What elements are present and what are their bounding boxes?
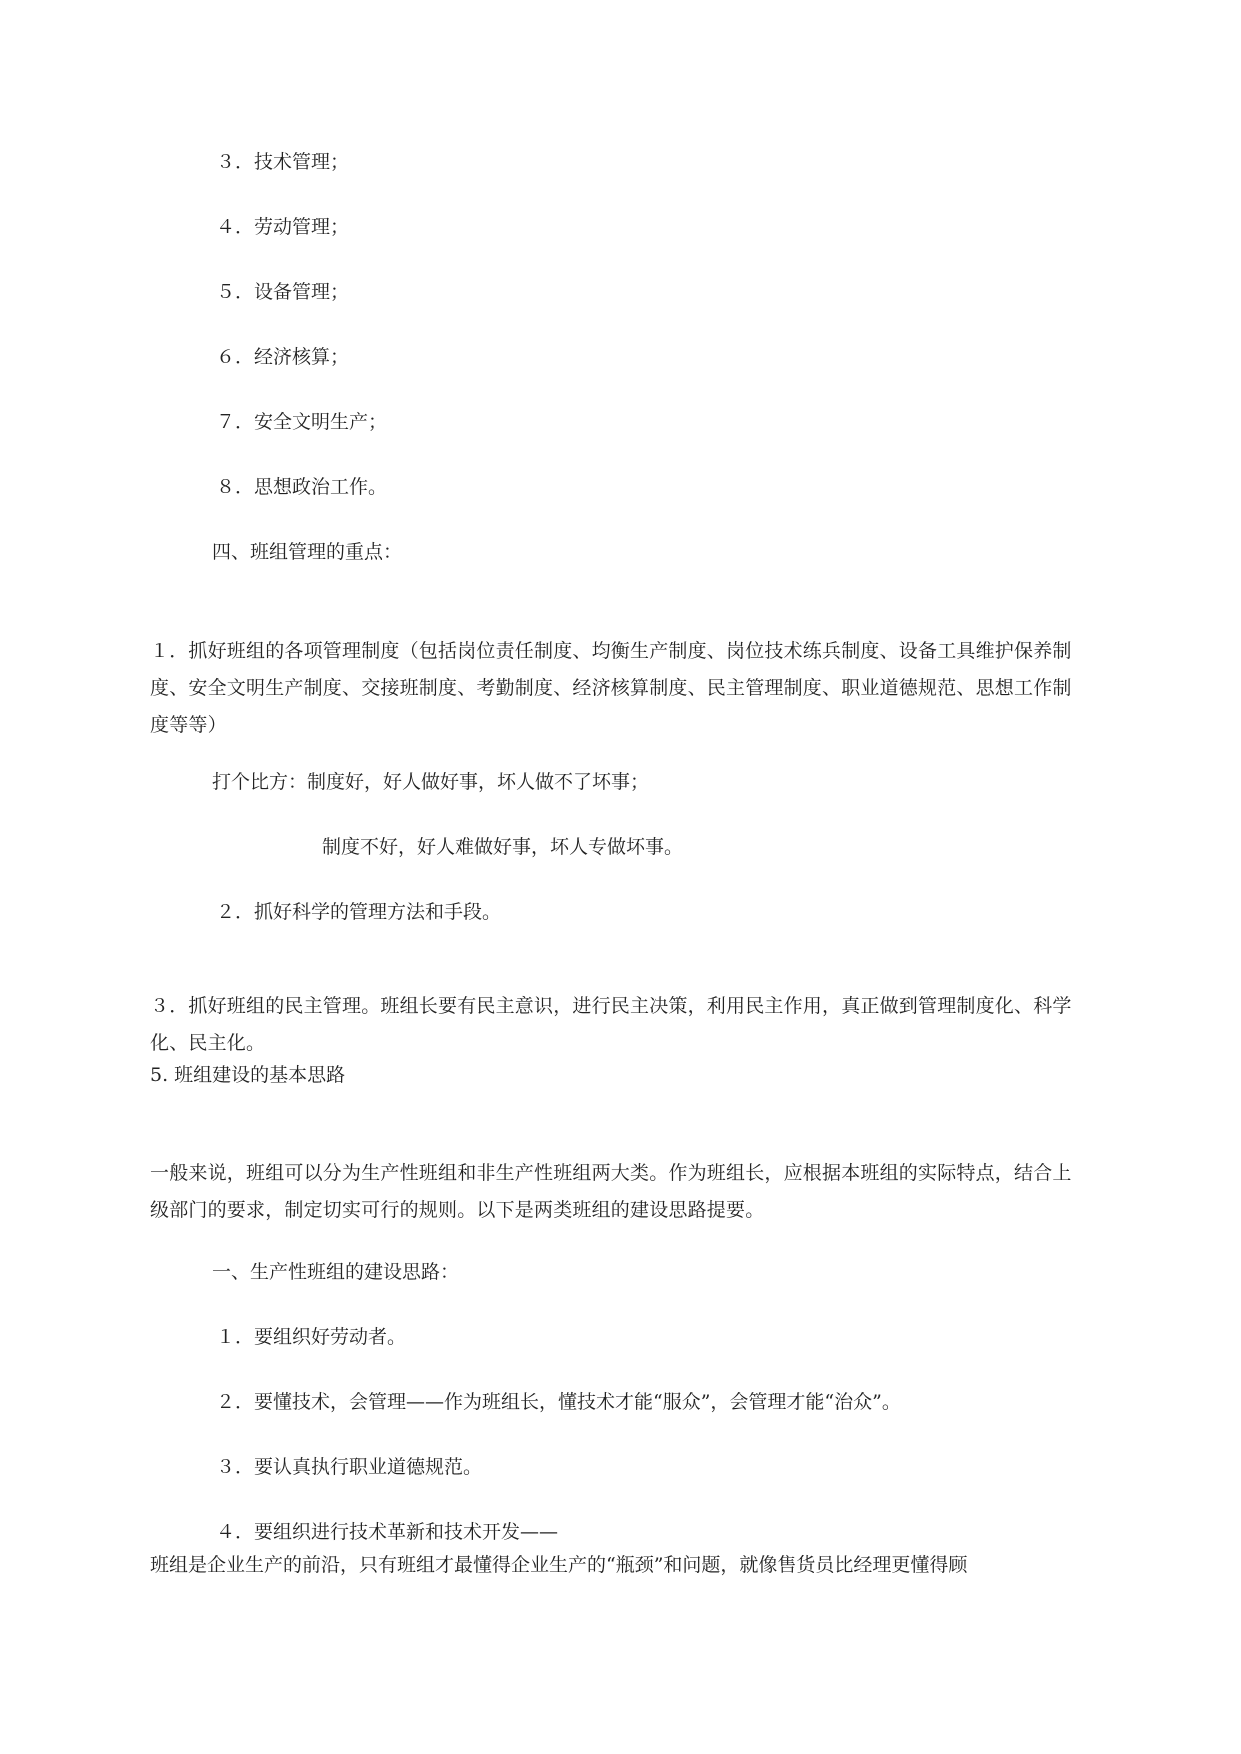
point-1-paragraph: １．抓好班组的各项管理制度（包括岗位责任制度、均衡生产制度、岗位技术练兵制度、设备工具维护保养制度、安全文明生产制度、交接班制度、考勤制度、经济核算制度、民主管理制度、职业道德规范、思想工作制度等等） [150,640,1072,736]
section-5-title: 5. 班组建设的基本思路 [150,1064,346,1086]
analogy-line-1: 打个比方：制度好，好人做好事，坏人做不了坏事； [212,771,650,793]
analogy-line-2: 制度不好，好人难做好事，坏人专做坏事。 [322,836,684,858]
sub-item-4: ４．要组织进行技术革新和技术开发—— [216,1521,559,1543]
subsection-1-heading: 一、生产性班组的建设思路： [212,1261,460,1283]
list-item-5: ５．设备管理； [216,281,350,303]
list-item-3: ３．技术管理； [216,151,350,173]
closing-text: 班组是企业生产的前沿，只有班组才最懂得企业生产的“瓶颈”和问题，就像售货员比经理更懂得顾 [150,1554,968,1576]
list-item-6: ６．经济核算； [216,346,350,368]
sub-item-2: ２．要懂技术，会管理——作为班组长，懂技术才能“服众”，会管理才能“治众”。 [216,1391,901,1413]
sub-item-3: ３．要认真执行职业道德规范。 [216,1456,483,1478]
intro-paragraph: 一般来说，班组可以分为生产性班组和非生产性班组两大类。作为班组长，应根据本班组的实际特点，结合上级部门的要求，制定切实可行的规则。以下是两类班组的建设思路提要。 [150,1162,1072,1221]
point-3-paragraph: ３．抓好班组的民主管理。班组长要有民主意识，进行民主决策，利用民主作用，真正做到管理制度化、科学化、民主化。 [150,995,1072,1054]
sub-item-1: １．要组织好劳动者。 [216,1326,407,1348]
point-2-text: ２．抓好科学的管理方法和手段。 [216,901,502,923]
section-four-heading: 四、班组管理的重点： [212,541,403,563]
list-item-4: ４．劳动管理； [216,216,350,238]
list-item-8: ８．思想政治工作。 [216,476,388,498]
list-item-7: ７．安全文明生产； [216,411,388,433]
